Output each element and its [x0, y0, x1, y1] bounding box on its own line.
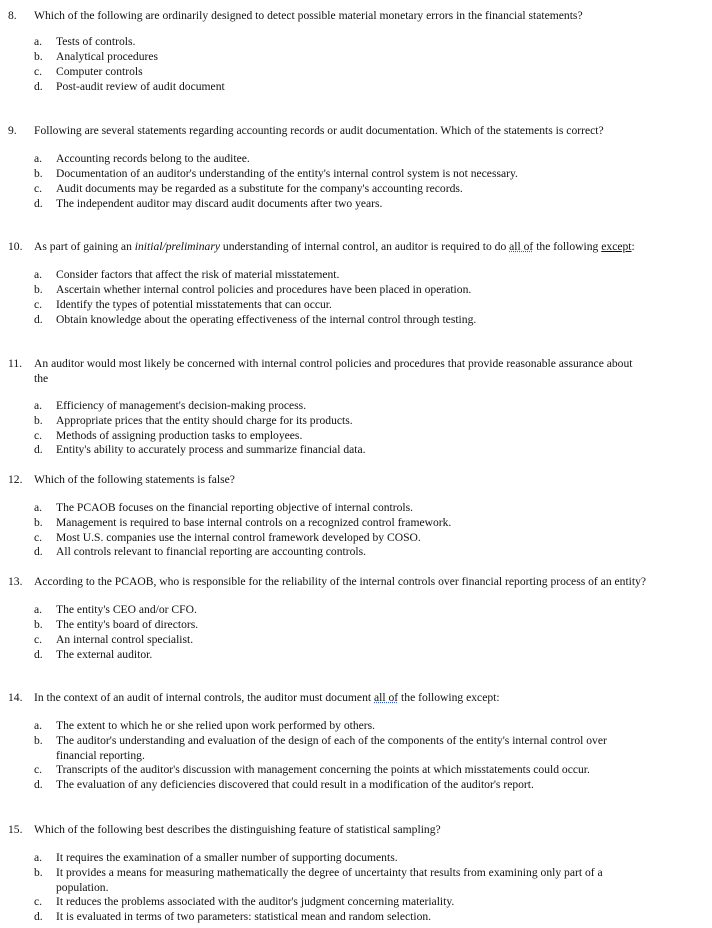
- choice-text: Analytical procedures: [56, 50, 159, 63]
- choice-text: It reduces the problems associated with the auditor's judgment concerning materiality.: [56, 895, 455, 908]
- choice-text: Methods of assigning production tasks to employees.: [56, 429, 303, 442]
- choice-letter: b.: [34, 618, 43, 631]
- choice-letter: c.: [34, 298, 43, 311]
- choice-letter: a.: [34, 719, 43, 732]
- choice-text: All controls relevant to financial reporting are accounting controls.: [56, 545, 367, 558]
- question-number: 15.: [8, 823, 23, 836]
- choice-text: Accounting records belong to the auditee.: [56, 152, 250, 165]
- choice-text: Most U.S. companies use the internal control framework developed by COSO.: [56, 531, 421, 544]
- choice-letter: a.: [34, 851, 43, 864]
- choice-letter: a.: [34, 603, 43, 616]
- choice-letter: a.: [34, 35, 43, 48]
- question-text: Which of the following statements is false?: [34, 473, 235, 486]
- choice-text: Post-audit review of audit document: [56, 80, 225, 93]
- choice-text: The external auditor.: [56, 648, 153, 661]
- choice-text: Entity's ability to accurately process and summarize financial data.: [56, 443, 366, 456]
- choice-letter: d.: [34, 648, 43, 661]
- choice-text: The entity's CEO and/or CFO.: [56, 603, 197, 616]
- choice-letter: b.: [34, 734, 43, 747]
- choice-letter: a.: [34, 501, 43, 514]
- choice-letter: d.: [34, 80, 43, 93]
- choice-letter: c.: [34, 65, 43, 78]
- question-number: 8.: [8, 9, 17, 22]
- choice-letter: b.: [34, 167, 43, 180]
- question-text: In the context of an audit of internal controls, the auditor must document all of the following except:: [34, 691, 500, 704]
- choice-letter: d.: [34, 778, 43, 791]
- choice-text: The auditor's understanding and evaluation of the design of each of the components of the entity's internal control over financial reporting.: [56, 734, 607, 762]
- choice-text: Audit documents may be regarded as a substitute for the company's accounting records.: [56, 182, 463, 195]
- choice-letter: b.: [34, 866, 43, 879]
- choice-letter: c.: [34, 531, 43, 544]
- choice-text: The extent to which he or she relied upon work performed by others.: [56, 719, 376, 732]
- question-number: 10.: [8, 240, 23, 253]
- choice-text: Tests of controls.: [56, 35, 136, 48]
- question-number: 12.: [8, 473, 23, 486]
- question-text: Following are several statements regarding accounting records or audit documentation. Which of the statements is correct?: [34, 124, 604, 137]
- choice-letter: d.: [34, 910, 43, 923]
- choice-letter: c.: [34, 763, 43, 776]
- choice-letter: d.: [34, 197, 43, 210]
- question-text: As part of gaining an initial/preliminary understanding of internal control, an auditor is required to do all of the following except:: [34, 240, 635, 253]
- flagged-text: all of: [374, 691, 399, 704]
- choice-letter: c.: [34, 633, 43, 646]
- choice-letter: c.: [34, 895, 43, 908]
- question-text: An auditor would most likely be concerned with internal control policies and procedures that provide reasonable assurance about the: [34, 357, 633, 385]
- choice-letter: d.: [34, 443, 43, 456]
- question-number: 11.: [8, 357, 23, 370]
- underlined-text: except: [601, 240, 632, 253]
- choice-letter: b.: [34, 283, 43, 296]
- choice-letter: a.: [34, 399, 43, 412]
- choice-letter: d.: [34, 545, 43, 558]
- choice-text: The entity's board of directors.: [56, 618, 199, 631]
- flagged-text: all of: [509, 240, 534, 253]
- choice-text: Computer controls: [56, 65, 143, 78]
- choice-text: Management is required to base internal controls on a recognized control framework.: [56, 516, 452, 529]
- choice-text: The PCAOB focuses on the financial reporting objective of internal controls.: [56, 501, 414, 514]
- choice-text: Documentation of an auditor's understanding of the entity's internal control system is not necessary.: [56, 167, 518, 180]
- choice-text: Appropriate prices that the entity should charge for its products.: [56, 414, 353, 427]
- choice-letter: a.: [34, 268, 43, 281]
- choice-text: Ascertain whether internal control policies and procedures have been placed in operation.: [56, 283, 472, 296]
- choice-text: Consider factors that affect the risk of material misstatement.: [56, 268, 340, 281]
- choice-letter: c.: [34, 182, 43, 195]
- emphasis-text: initial/preliminary: [134, 240, 221, 253]
- choice-letter: c.: [34, 429, 43, 442]
- choice-letter: b.: [34, 414, 43, 427]
- choice-text: Obtain knowledge about the operating effectiveness of the internal control through testing.: [56, 313, 477, 326]
- question-number: 9.: [8, 124, 17, 137]
- choice-letter: b.: [34, 50, 43, 63]
- choice-text: Transcripts of the auditor's discussion with management concerning the points at which misstatements could occur.: [56, 763, 590, 776]
- choice-text: Identify the types of potential misstatements that can occur.: [56, 298, 332, 311]
- choice-text: It provides a means for measuring mathematically the degree of uncertainty that results from examining only part of a population.: [56, 866, 603, 894]
- question-number: 13.: [8, 575, 23, 588]
- choice-text: It is evaluated in terms of two parameters: statistical mean and random selection.: [56, 910, 432, 923]
- choice-letter: a.: [34, 152, 43, 165]
- choice-text: The independent auditor may discard audit documents after two years.: [56, 197, 383, 210]
- question-text: According to the PCAOB, who is responsible for the reliability of the internal controls over financial reporting process of an entity?: [34, 575, 647, 588]
- question-text: Which of the following are ordinarily designed to detect possible material monetary errors in the financial statements?: [34, 9, 583, 22]
- choice-text: Efficiency of management's decision-making process.: [56, 399, 307, 412]
- choice-text: An internal control specialist.: [56, 633, 194, 646]
- choice-letter: b.: [34, 516, 43, 529]
- question-text: Which of the following best describes the distinguishing feature of statistical sampling?: [34, 823, 441, 836]
- question-number: 14.: [8, 691, 23, 704]
- choice-text: The evaluation of any deficiencies discovered that could result in a modification of the auditor's report.: [56, 778, 534, 791]
- choice-letter: d.: [34, 313, 43, 326]
- choice-text: It requires the examination of a smaller number of supporting documents.: [56, 851, 398, 864]
